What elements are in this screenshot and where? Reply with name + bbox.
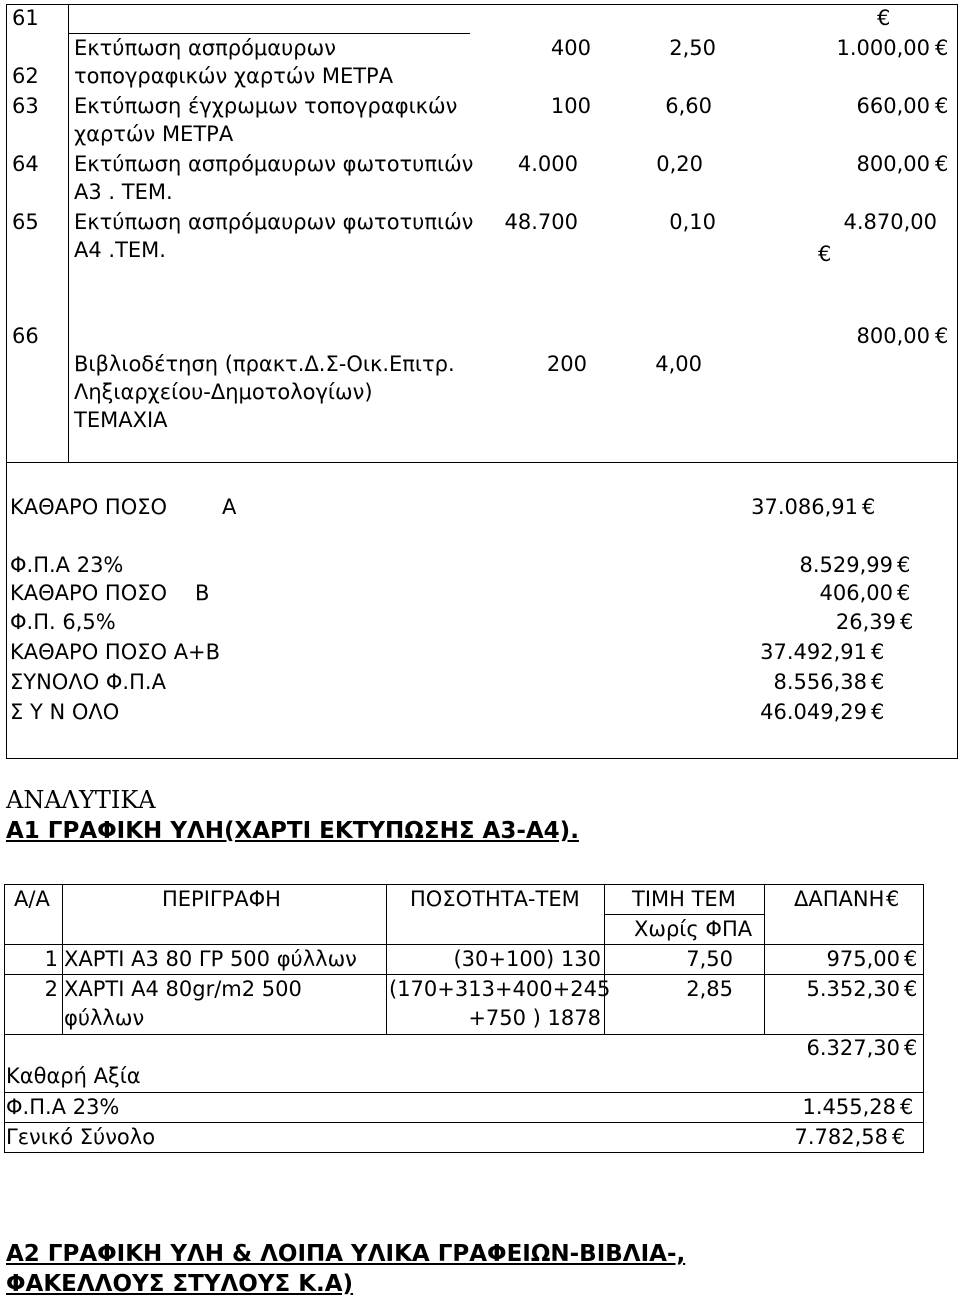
euro-sign: €: [935, 36, 949, 60]
net-label: Καθαρή Αξία: [6, 1064, 141, 1088]
item-price: 6,60: [665, 94, 712, 118]
net-ab-value: 37.492,91: [760, 640, 867, 664]
vat-total-label: ΣΥΝΟΛΟ Φ.Π.Α: [10, 670, 166, 694]
item-desc-line1: Εκτύπωση ασπρόμαυρων φωτοτυπιών: [74, 152, 474, 176]
euro-sign: €: [886, 887, 900, 911]
euro-sign: €: [892, 1125, 906, 1149]
net-a-value: 37.086,91: [751, 495, 858, 519]
euro-sign: €: [935, 94, 949, 118]
col-header-price-sub: Χωρίς ΦΠΑ: [634, 917, 753, 941]
euro-sign: €: [935, 324, 949, 348]
item-price: 2,50: [669, 36, 716, 60]
euro-sign: €: [871, 670, 885, 694]
euro-sign: €: [871, 640, 885, 664]
section-a1-title: Α1 ΓΡΑΦΙΚΗ ΥΛΗ(ΧΑΡΤΙ ΕΚΤΥΠΩΣΗΣ Α3-Α4).: [6, 818, 579, 844]
row-cost: 975,00: [826, 947, 900, 971]
item-num: 63: [12, 94, 39, 118]
item-total: 660,00: [856, 94, 930, 118]
total-label: Γενικό Σύνολο: [6, 1125, 156, 1149]
item-desc-line2: τοπογραφικών χαρτών ΜΕΤΡΑ: [74, 64, 394, 88]
vat-label: Φ.Π.Α 23%: [6, 1095, 120, 1119]
row-price: 2,85: [686, 977, 733, 1001]
grand-total-value: 46.049,29: [760, 700, 867, 724]
net-b-value: 406,00: [819, 581, 893, 605]
item-qty: 400: [550, 36, 591, 60]
row-aa: 1: [44, 947, 58, 971]
row-aa: 2: [44, 977, 58, 1001]
col-header-qty: ΠΟΣΟΤΗΤΑ-ΤΕΜ: [410, 887, 580, 911]
row-qty: (30+100) 130: [453, 947, 601, 971]
item-num: 64: [12, 152, 39, 176]
item-price: 4,00: [655, 352, 702, 376]
item-num: 62: [12, 64, 39, 88]
analytics-heading: ΑΝΑΛΥΤΙΚΑ: [6, 786, 156, 814]
euro-sign: €: [862, 495, 876, 519]
total-value: 7.782,58: [794, 1125, 888, 1149]
vat23-label: Φ.Π.Α 23%: [10, 553, 124, 577]
item-total: 800,00: [856, 152, 930, 176]
item-total: 4.870,00: [843, 210, 937, 234]
item-num: 61: [12, 6, 39, 30]
col-header-price: ΤΙΜΗ ΤΕΜ: [632, 887, 736, 911]
section-a2-title-line1: Α2 ΓΡΑΦΙΚΗ ΥΛΗ & ΛΟΙΠΑ ΥΛΙΚΑ ΓΡΑΦΕΙΩΝ-ΒΙΒΛΙΑ-,: [6, 1241, 686, 1267]
item-total: 800,00: [856, 324, 930, 348]
item-qty: 200: [546, 352, 587, 376]
item-qty: 48.700: [504, 210, 578, 234]
euro-sign: €: [900, 610, 914, 634]
row-qty-line2: +750 ) 1878: [468, 1006, 601, 1030]
euro-sign: €: [904, 947, 918, 971]
euro-sign: €: [877, 6, 891, 30]
net-ab-label: ΚΑΘΑΡΟ ΠΟΣΟ Α+Β: [10, 640, 221, 664]
item-desc-line3: ΤΕΜΑΧΙΑ: [74, 408, 168, 432]
euro-sign: €: [904, 1036, 918, 1060]
col-header-desc: ΠΕΡΙΓΡΑΦΗ: [162, 887, 281, 911]
row-desc: ΧΑΡΤΙ Α3 80 ΓΡ 500 φύλλων: [64, 947, 357, 971]
euro-sign: €: [904, 977, 918, 1001]
row-qty-line1: (170+313+400+245: [389, 977, 611, 1001]
item-desc-line2: Ληξιαρχείου-Δημοτολογίων): [74, 380, 373, 404]
item-price: 0,10: [669, 210, 716, 234]
vat23-value: 8.529,99: [799, 553, 893, 577]
item-total: 1.000,00: [836, 36, 930, 60]
item-desc-line1: Εκτύπωση έγχρωμων τοπογραφικών: [74, 94, 458, 118]
section-a2-title-line2: ΦΑΚΕΛΛΟΥΣ ΣΤΥΛΟΥΣ Κ.Α): [6, 1271, 354, 1297]
item-desc-line2: Α4 .ΤΕΜ.: [74, 238, 166, 262]
net-a-label: ΚΑΘΑΡΟ ΠΟΣΟ: [10, 495, 168, 519]
vat65-value: 26,39: [835, 610, 896, 634]
item-qty: 100: [550, 94, 591, 118]
net-b-label: ΚΑΘΑΡΟ ΠΟΣΟ: [10, 581, 168, 605]
item-desc-line2: χαρτών ΜΕΤΡΑ: [74, 122, 234, 146]
euro-sign: €: [818, 242, 832, 266]
vat-value: 1.455,28: [802, 1095, 896, 1119]
net-a-letter: Α: [222, 495, 237, 519]
item-num: 66: [12, 324, 39, 348]
item-desc-line2: Α3 . ΤΕΜ.: [74, 180, 173, 204]
euro-sign: €: [871, 700, 885, 724]
item-num: 65: [12, 210, 39, 234]
net-value: 6.327,30: [806, 1036, 900, 1060]
euro-sign: €: [897, 553, 911, 577]
col-header-cost: ΔΑΠΑΝΗ: [794, 887, 885, 911]
vat65-label: Φ.Π. 6,5%: [10, 610, 116, 634]
item-desc-line1: Βιβλιοδέτηση (πρακτ.Δ.Σ-Οικ.Επιτρ.: [74, 352, 455, 376]
row-desc-line2: φύλλων: [64, 1006, 145, 1030]
grand-total-label: Σ Υ Ν ΟΛΟ: [10, 700, 120, 724]
col-header-aa: Α/Α: [14, 887, 50, 911]
row-price: 7,50: [686, 947, 733, 971]
euro-sign: €: [897, 581, 911, 605]
net-b-letter: Β: [195, 581, 210, 605]
row-desc-line1: ΧΑΡΤΙ Α4 80gr/m2 500: [64, 977, 302, 1001]
euro-sign: €: [935, 152, 949, 176]
item-desc-line1: Εκτύπωση ασπρόμαυρων φωτοτυπιών: [74, 210, 474, 234]
row-cost: 5.352,30: [806, 977, 900, 1001]
item-price: 0,20: [656, 152, 703, 176]
vat-total-value: 8.556,38: [773, 670, 867, 694]
euro-sign: €: [900, 1095, 914, 1119]
item-qty: 4.000: [517, 152, 578, 176]
item-desc-line1: Εκτύπωση ασπρόμαυρων: [74, 36, 336, 60]
